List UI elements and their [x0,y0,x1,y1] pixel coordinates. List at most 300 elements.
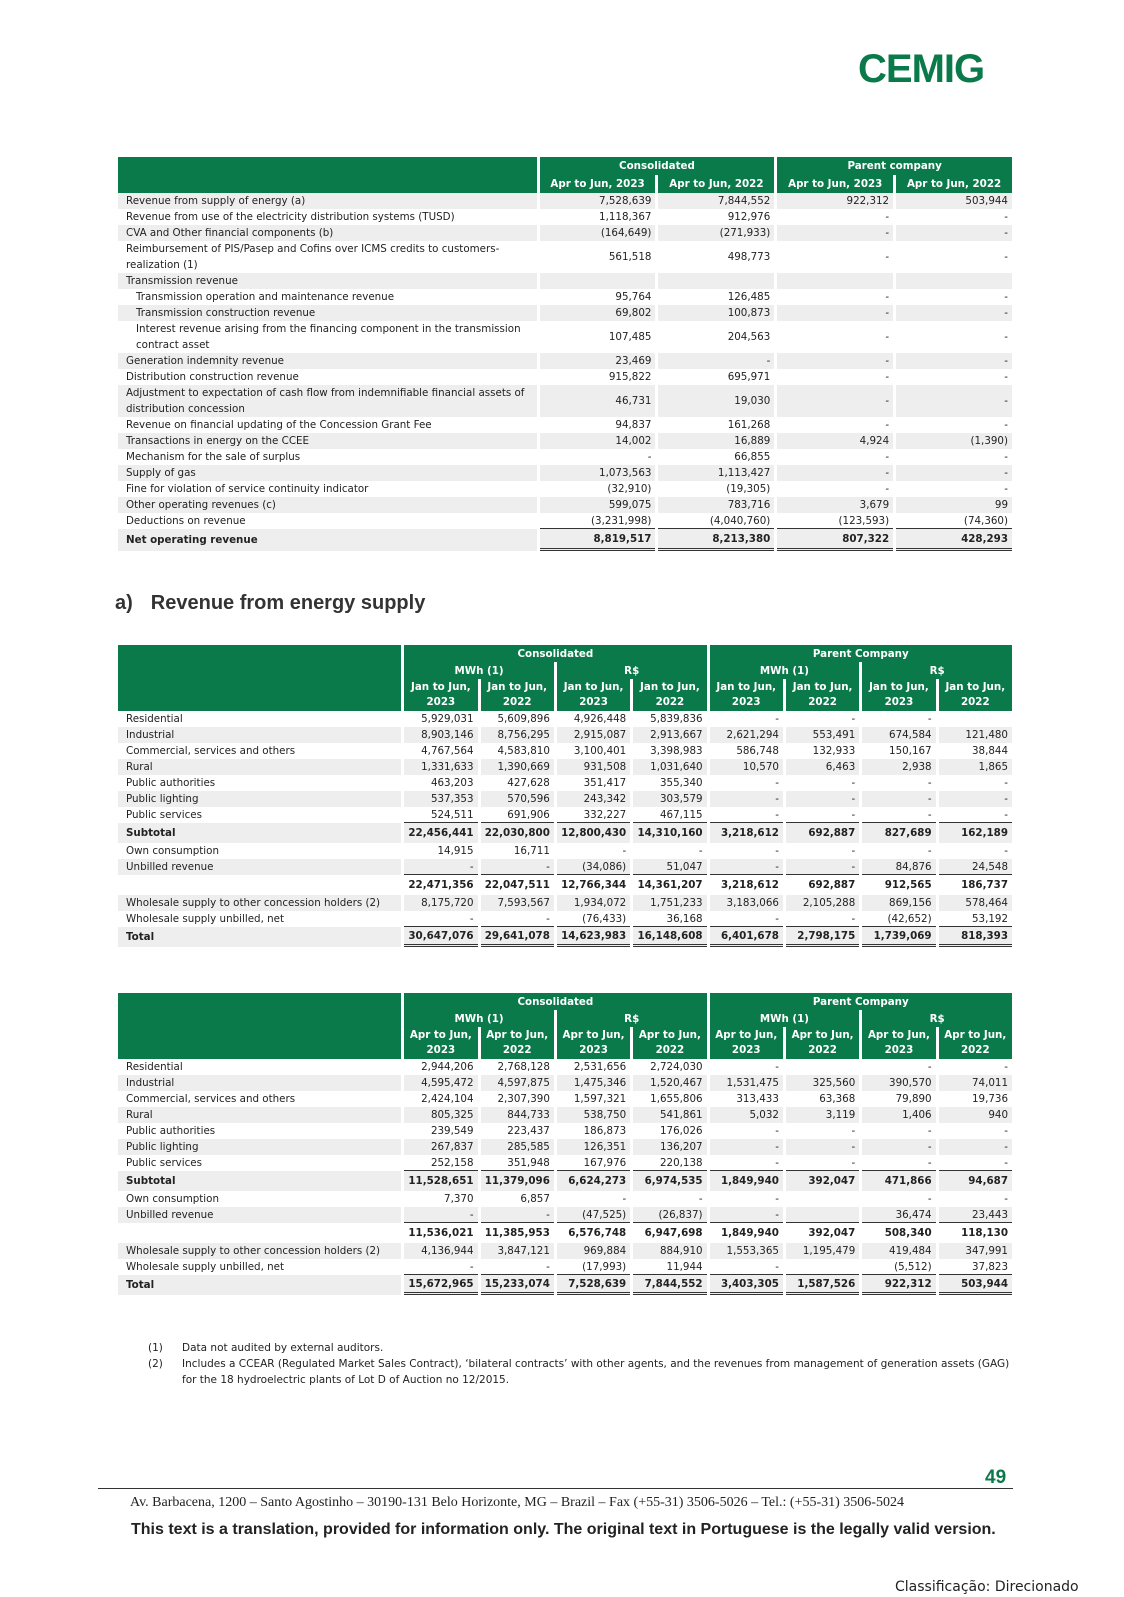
value-cell: 2,944,206 [421,1061,474,1073]
value-cell: 8,903,146 [404,727,477,743]
footer-divider [98,1488,1013,1489]
table-row [118,193,1012,209]
value-cell: - [786,791,859,807]
table-row [118,417,1012,433]
table-row [118,321,1012,353]
value-cell: (3,231,998) [540,513,656,529]
value-cell: 11,944 [633,1259,706,1275]
value-cell: 7,528,639 [540,193,656,209]
table-row [118,1243,1012,1259]
value-cell: (47,525) [557,1207,630,1223]
value-cell: 136,207 [633,1139,706,1155]
value-cell: - [896,225,1012,241]
value-cell: 84,876 [862,859,935,875]
value-cell: (5,512) [862,1259,935,1275]
table-row [118,241,1012,273]
table-row [118,305,1012,321]
value-cell: 6,624,273 [557,1171,630,1191]
group-header: Parent Company [710,993,1012,1010]
operating-revenue-table [115,157,1015,551]
value-cell: 2,424,104 [421,1093,474,1105]
unit-header: MWh (1) [710,662,860,679]
value-cell: - [777,465,893,481]
row-label: Interest revenue arising from the financing component in the transmission contract asset [136,323,521,351]
period-header: Jan to Jun, 2023 [862,679,935,711]
table-row [118,823,1012,843]
value-cell: 99 [896,497,1012,513]
value-cell: 22,456,441 [404,823,477,843]
value-cell: 94,687 [939,1171,1012,1191]
period-header: Apr to Jun, 2023 [404,1027,477,1059]
unit-header: MWh (1) [404,1010,554,1027]
value-cell: - [1004,1061,1008,1073]
table-row [118,895,1012,911]
value-cell: 121,480 [939,727,1012,743]
row-label: Transmission construction revenue [118,305,537,321]
table-row [118,1139,1012,1155]
value-cell: 419,484 [862,1243,935,1259]
table-row [118,497,1012,513]
value-cell: 23,469 [540,353,656,369]
value-cell: 14,623,983 [557,927,630,947]
value-cell: 204,563 [727,331,771,343]
value-cell: 599,075 [540,497,656,513]
value-cell: 578,464 [939,895,1012,911]
value-cell: 1,520,467 [633,1075,706,1091]
value-cell: - [927,1193,932,1205]
value-cell: 1,849,940 [720,1227,779,1239]
row-label: Fine for violation of service continuity indicator [126,483,369,495]
row-label: Public authorities [126,777,216,789]
value-cell: 1,390,669 [481,759,554,775]
value-cell: 51,047 [633,859,706,875]
table-row [118,1223,1012,1243]
row-label: Commercial, services and others [126,1093,296,1105]
value-cell: 692,887 [808,879,856,891]
value-cell: - [775,845,779,857]
value-cell: 5,929,031 [421,713,474,725]
value-cell: 223,437 [507,1125,550,1137]
table-row [118,1191,1012,1207]
value-cell: 5,032 [710,1107,783,1123]
value-cell: 2,307,390 [497,1093,550,1105]
value-cell: - [698,1193,703,1205]
value-cell: 2,798,175 [786,927,859,947]
period-header: Apr to Jun, 2022 [896,175,1012,193]
value-cell: 1,597,321 [573,1093,627,1105]
value-cell: - [939,807,1012,823]
row-label: Public services [126,1157,202,1169]
row-label: Rural [118,1107,401,1123]
value-cell: 922,312 [777,193,893,209]
value-cell: 969,884 [557,1243,630,1259]
row-label: Transmission operation and maintenance revenue [136,291,395,303]
value-cell: - [885,331,890,343]
value-cell: 2,621,294 [710,727,783,743]
value-cell: 37,823 [939,1259,1012,1275]
value-cell: 5,609,896 [497,713,550,725]
value-cell: 66,855 [734,451,771,463]
value-cell: 4,597,875 [481,1075,554,1091]
row-label: Distribution construction revenue [126,371,299,383]
value-cell: 1,113,427 [658,465,774,481]
table-row [118,529,1012,551]
table-row [118,449,1012,465]
value-cell: - [786,1139,859,1155]
value-cell: - [777,353,893,369]
footnotes [148,1340,1018,1388]
row-label: Deductions on revenue [126,515,246,527]
table-row [118,859,1012,875]
value-cell: 1,587,526 [786,1275,859,1295]
period-header: Jan to Jun, 2023 [557,679,630,711]
table-row [118,743,1012,759]
logo-text: CEMIG [858,50,985,86]
table-row [118,1091,1012,1107]
value-cell: - [622,845,627,857]
value-cell: - [710,1155,783,1171]
value-cell: - [775,1125,779,1137]
table-row [118,791,1012,807]
row-label: Wholesale supply to other concession holders (2) [118,895,401,911]
value-cell: - [927,713,932,725]
value-cell: - [927,777,932,789]
value-cell: 2,724,030 [650,1061,703,1073]
table-row [118,1259,1012,1275]
value-cell: - [1004,211,1008,223]
value-cell: - [622,1193,627,1205]
value-cell: 869,156 [862,895,935,911]
value-cell: (26,837) [633,1207,706,1223]
value-cell: 95,764 [615,291,652,303]
value-cell: 783,716 [658,497,774,513]
value-cell: (271,933) [658,225,774,241]
table-row [118,727,1012,743]
value-cell: 807,322 [777,529,893,551]
cemig-logo [858,50,1008,86]
value-cell: 100,873 [658,305,774,321]
value-cell: 7,593,567 [481,895,554,911]
value-cell: 220,138 [633,1155,706,1171]
value-cell: - [481,859,554,875]
value-cell: 14,310,160 [633,823,706,843]
value-cell: - [481,1207,554,1223]
value-cell: - [851,845,856,857]
value-cell: 11,536,021 [408,1227,474,1239]
value-cell: - [710,911,783,927]
value-cell: - [885,451,890,463]
value-cell: 150,167 [889,745,932,757]
value-cell: 3,100,401 [573,745,627,757]
section-title: Revenue from energy supply [150,592,426,614]
value-cell: - [885,483,890,495]
value-cell: 1,475,346 [557,1075,630,1091]
section-heading [115,592,443,615]
value-cell: 1,553,365 [710,1243,783,1259]
value-cell: - [404,911,477,927]
footnote-marker: (1) [148,1342,163,1354]
table-row [118,1155,1012,1171]
value-cell: - [862,791,935,807]
value-cell: 1,865 [939,759,1012,775]
row-label: Public services [126,809,202,821]
value-cell: 538,750 [557,1107,630,1123]
value-cell: 884,910 [633,1243,706,1259]
value-cell: - [1004,451,1008,463]
row-label: Public authorities [126,1125,216,1137]
value-cell: 69,802 [540,305,656,321]
row-label: Industrial [118,727,401,743]
value-cell: 285,585 [481,1139,554,1155]
period-header: Apr to Jun, 2023 [862,1027,935,1059]
value-cell: 355,340 [659,777,703,789]
value-cell: - [777,225,893,241]
value-cell [939,711,1012,727]
value-cell: 1,073,563 [540,465,656,481]
value-cell: 186,873 [583,1125,627,1137]
value-cell: 11,379,096 [481,1171,554,1191]
period-header: Apr to Jun, 2023 [540,175,656,193]
value-cell: 1,531,475 [710,1075,783,1091]
value-cell: 38,844 [971,745,1008,757]
value-cell: - [1004,291,1008,303]
value-cell: - [481,911,554,927]
value-cell: 4,136,944 [404,1243,477,1259]
footnote [148,1340,1018,1356]
footnote-text: Data not audited by external auditors. [182,1342,384,1354]
value-cell: 1,331,633 [404,759,477,775]
value-cell: 11,385,953 [484,1227,550,1239]
footnote [148,1356,1018,1388]
value-cell: 36,168 [633,911,706,927]
value-cell: - [404,1207,477,1223]
value-cell [896,273,1012,289]
period-header: Apr to Jun, 2022 [481,1027,554,1059]
value-cell: 176,026 [659,1125,703,1137]
value-cell: 243,342 [557,791,630,807]
value-cell: 915,822 [608,371,652,383]
value-cell: 267,837 [404,1139,477,1155]
value-cell: 3,847,121 [481,1243,554,1259]
value-cell: 2,531,656 [573,1061,627,1073]
value-cell: (4,040,760) [658,513,774,529]
value-cell: 2,913,667 [633,727,706,743]
value-cell: 3,218,612 [710,823,783,843]
table-row [118,1059,1012,1075]
value-cell: 2,105,288 [786,895,859,911]
value-cell: 695,971 [727,371,771,383]
energy-supply-semester-table [115,645,1015,947]
period-header: Apr to Jun, 2022 [633,1027,706,1059]
value-cell: 239,549 [430,1125,474,1137]
value-cell: 6,463 [786,759,859,775]
table-row [118,911,1012,927]
value-cell: 561,518 [608,251,652,263]
value-cell: (1,390) [896,433,1012,449]
period-header: Apr to Jun, 2023 [557,1027,630,1059]
value-cell: 3,398,983 [650,745,703,757]
value-cell: 11,528,651 [404,1171,477,1191]
value-cell: 252,158 [404,1155,477,1171]
value-cell: 674,584 [862,727,935,743]
row-label: Revenue on financial updating of the Concession Grant Fee [126,419,432,431]
row-label: Other operating revenues (c) [118,497,537,513]
row-label: Commercial, services and others [126,745,296,757]
value-cell: 126,351 [557,1139,630,1155]
value-cell: 186,737 [961,879,1008,891]
value-cell: 691,906 [481,807,554,823]
value-cell: 79,890 [895,1093,932,1105]
page-number: 49 [985,1467,1007,1488]
value-cell: 19,030 [658,385,774,417]
value-cell: 10,570 [710,759,783,775]
value-cell: 118,130 [961,1227,1008,1239]
group-header: Parent company [777,157,1012,175]
value-cell: 12,766,344 [561,879,627,891]
value-cell: 24,548 [939,859,1012,875]
value-cell: 4,583,810 [497,745,550,757]
table-row [118,209,1012,225]
value-cell: - [885,251,890,263]
value-cell: 6,947,698 [644,1227,703,1239]
value-cell: 4,767,564 [421,745,474,757]
value-cell: - [710,1139,783,1155]
period-header: Jan to Jun, 2023 [710,679,783,711]
value-cell: 22,030,800 [481,823,554,843]
unit-header: R$ [557,1010,707,1027]
value-cell: - [896,385,1012,417]
value-cell: 16,711 [513,845,550,857]
value-cell: - [851,713,856,725]
period-header: Apr to Jun, 2022 [939,1027,1012,1059]
row-label: Subtotal [118,823,401,843]
value-cell: - [896,305,1012,321]
unit-header: R$ [862,662,1012,679]
value-cell: 1,195,479 [786,1243,859,1259]
row-label: Residential [126,1061,183,1073]
value-cell: 6,401,678 [710,927,783,947]
value-cell: - [939,1139,1012,1155]
table-row [118,1075,1012,1091]
period-header: Jan to Jun, 2022 [786,679,859,711]
value-cell: 8,819,517 [540,529,656,551]
value-cell: 392,047 [786,1171,859,1191]
value-cell: - [775,1193,779,1205]
value-cell: 922,312 [862,1275,935,1295]
table-row [118,1171,1012,1191]
energy-supply-quarter-table [115,993,1015,1295]
value-cell: - [927,845,932,857]
row-label: Generation indemnity revenue [118,353,537,369]
value-cell: - [647,451,652,463]
value-cell: - [896,353,1012,369]
row-label: Wholesale supply unbilled, net [126,913,285,925]
table-row [118,273,1012,289]
value-cell: 503,944 [896,193,1012,209]
period-header: Jan to Jun, 2022 [481,679,554,711]
value-cell: - [885,419,890,431]
value-cell: 303,579 [633,791,706,807]
row-label: Unbilled revenue [118,859,401,875]
value-cell: 351,948 [481,1155,554,1171]
value-cell: 19,736 [971,1093,1008,1105]
row-label: Wholesale supply unbilled, net [126,1261,285,1273]
table-row [118,875,1012,895]
group-header: Consolidated [404,645,706,662]
value-cell: 827,689 [862,823,935,843]
period-header: Apr to Jun, 2023 [710,1027,783,1059]
value-cell: - [1004,331,1008,343]
value-cell: (164,649) [540,225,656,241]
value-cell: 541,861 [633,1107,706,1123]
value-cell: - [404,1259,477,1275]
value-cell: 313,433 [736,1093,779,1105]
value-cell [786,1259,859,1275]
value-cell: 818,393 [939,927,1012,947]
value-cell: - [404,859,477,875]
value-cell: 912,565 [884,879,932,891]
value-cell [658,273,774,289]
table-row [118,433,1012,449]
header-corner [118,645,401,711]
translation-disclaimer: This text is a translation, provided for information only. The original text in Portuguese is the legally valid version. [131,1521,996,1538]
value-cell: 912,976 [727,211,771,223]
value-cell: 107,485 [608,331,652,343]
footer-address: Av. Barbacena, 1200 – Santo Agostinho – 30190-131 Belo Horizonte, MG – Brazil – Fax (+55-31) 3506-5026 – Tel.: (+55-31) 3506-5024 [130,1495,904,1510]
row-label: Industrial [118,1075,401,1091]
value-cell: - [896,465,1012,481]
value-cell: 16,148,608 [633,927,706,947]
value-cell: - [927,1125,932,1137]
row-label: Transmission revenue [118,273,537,289]
value-cell: 537,353 [404,791,477,807]
value-cell: - [862,1155,935,1171]
row-label: Total [118,927,401,947]
value-cell: - [927,1061,932,1073]
group-header: Consolidated [540,157,775,175]
value-cell: - [885,371,890,383]
value-cell [786,1207,859,1223]
value-cell: (32,910) [607,483,652,495]
value-cell: 36,474 [862,1207,935,1223]
value-cell: 2,768,128 [497,1061,550,1073]
value-cell: 53,192 [939,911,1012,927]
table-row [118,481,1012,497]
row-label: Rural [118,759,401,775]
table-row [118,775,1012,791]
table-row [118,759,1012,775]
value-cell: 16,889 [658,433,774,449]
value-cell: - [786,859,859,875]
table-row [118,711,1012,727]
value-cell: - [786,807,859,823]
value-cell: (74,360) [896,513,1012,529]
value-cell: 63,368 [819,1093,856,1105]
value-cell: - [710,807,783,823]
unit-header: MWh (1) [404,662,554,679]
table-row [118,513,1012,529]
value-cell: 161,268 [727,419,771,431]
value-cell: 4,924 [777,433,893,449]
value-cell: 7,844,552 [658,193,774,209]
value-cell [786,1059,859,1075]
row-label: Revenue from use of the electricity distribution systems (TUSD) [126,211,455,223]
period-header: Jan to Jun, 2022 [633,679,706,711]
value-cell: 30,647,076 [404,927,477,947]
unit-header: R$ [862,1010,1012,1027]
table-row [118,385,1012,417]
table-row [118,353,1012,369]
